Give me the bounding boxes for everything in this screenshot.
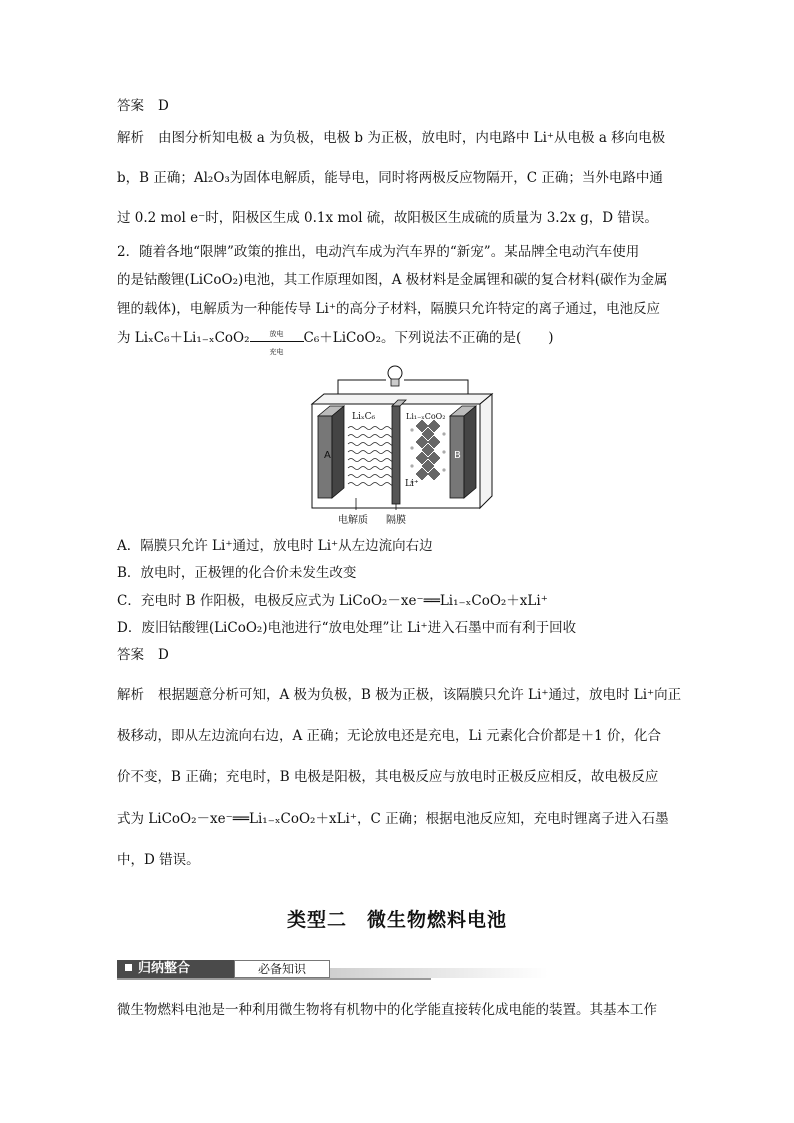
question-2-line-4 [117, 328, 682, 356]
square-icon [125, 964, 132, 971]
analysis-1-line-2: b，B 正确；Al₂O₃为固体电解质，能导电，同时将两极反应物隔开，C 正确；当外电路中通 [117, 170, 663, 186]
option-d: D．废旧钴酸锂(LiCoO₂)电池进行“放电处理”让 Li⁺进入石墨中而有利于回收 [117, 620, 577, 636]
analysis-1-line-1 [117, 128, 682, 148]
banner-gradient [330, 968, 548, 978]
option-b: B．放电时，正极锂的化合价未发生改变 [117, 565, 357, 581]
analysis-2-line-4: 式为 LiCoO₂－xe⁻══Li₁₋ₓCoO₂＋xLi⁺，C 正确；根据电池反应知，充电时锂离子进入石墨 [117, 811, 669, 827]
electrode-b-label: B [454, 450, 461, 461]
left-material-label: LiₓC₆ [352, 412, 376, 422]
intro-line-1: 微生物燃料电池是一种利用微生物将有机物中的化学能直接转化成电能的装置。其基本工作 [117, 1002, 657, 1018]
battery-diagram [308, 362, 494, 530]
answer-1 [117, 96, 682, 116]
analysis-label: 解析 [117, 687, 144, 703]
answer-label: 答案 [117, 647, 144, 663]
reaction-arrow [250, 330, 304, 356]
answer-value: D [158, 98, 169, 114]
banner-dark [117, 960, 234, 978]
arrow-top-label: 放电 [269, 330, 284, 338]
right-material-label: Li₁₋ₓCoO₂ [406, 412, 446, 421]
question-2-line-2: 的是钴酸锂(LiCoO₂)电池，其工作原理如图，A 极材料是金属锂和碳的复合材料(碳作为金属 [117, 272, 668, 288]
section-title: 类型二 微生物燃料电池 [286, 909, 507, 931]
ion-label: Li⁺ [405, 479, 419, 489]
electrolyte-label: 电解质 [338, 515, 368, 526]
option-a: A．隔膜只允许 Li⁺通过，放电时 Li⁺从左边流向右边 [117, 538, 433, 554]
analysis-text: 由图分析知电极 a 为负极，电极 b 为正极，放电时，内电路中 Li⁺从电极 a 移向电极 [158, 130, 666, 146]
analysis-label: 解析 [117, 130, 144, 146]
banner-rule [117, 978, 431, 980]
banner-dark-label: 归纳整合 [138, 961, 191, 976]
analysis-1-line-3: 过 0.2 mol e⁻时，阳极区生成 0.1x mol 硫，故阳极区生成硫的质量为 3.2x g，D 错误。 [117, 210, 658, 226]
electrode-a-label: A [324, 450, 331, 461]
analysis-2-line-2: 极移动，即从左边流向右边，A 正确；无论放电还是充电，Li 元素化合价都是＋1 价，化合 [117, 728, 661, 744]
option-c: C．充电时 B 作阳极，电极反应式为 LiCoO₂－xe⁻══Li₁₋ₓCoO₂＋xLi⁺ [117, 593, 548, 609]
question-2-line-1: 2．随着各地“限牌”政策的推出，电动汽车成为汽车界的“新宠”。某品牌全电动汽车使用 [117, 244, 640, 260]
bulb-icon [388, 366, 402, 380]
section-banner [117, 958, 431, 980]
membrane-label: 隔膜 [386, 515, 406, 526]
analysis-2-line-5: 中，D 错误。 [117, 852, 200, 868]
analysis-2-line-3: 价不变，B 正确；充电时，B 电极是阳极，其电极反应与放电时正极反应相反，故电极反应 [117, 769, 659, 785]
analysis-2-line-1 [117, 685, 682, 705]
answer-value: D [158, 647, 169, 663]
analysis-text: 根据题意分析可知，A 极为负极，B 极为正极，该隔膜只允许 Li⁺通过，放电时 Li⁺向正 [158, 687, 682, 703]
reaction-right: C₆＋LiCoO₂。下列说法不正确的是( ) [303, 330, 554, 346]
question-2-line-3: 锂的载体)，电解质为一种能传导 Li⁺的高分子材料，隔膜只允许特定的离子通过，电池反应 [117, 301, 660, 317]
reaction-left: 为 LiₓC₆＋Li₁₋ₓCoO₂ [117, 330, 250, 346]
arrow-bottom-label: 充电 [269, 348, 284, 356]
answer-2 [117, 645, 682, 665]
answer-label: 答案 [117, 98, 144, 114]
banner-light-label: 必备知识 [234, 960, 330, 978]
